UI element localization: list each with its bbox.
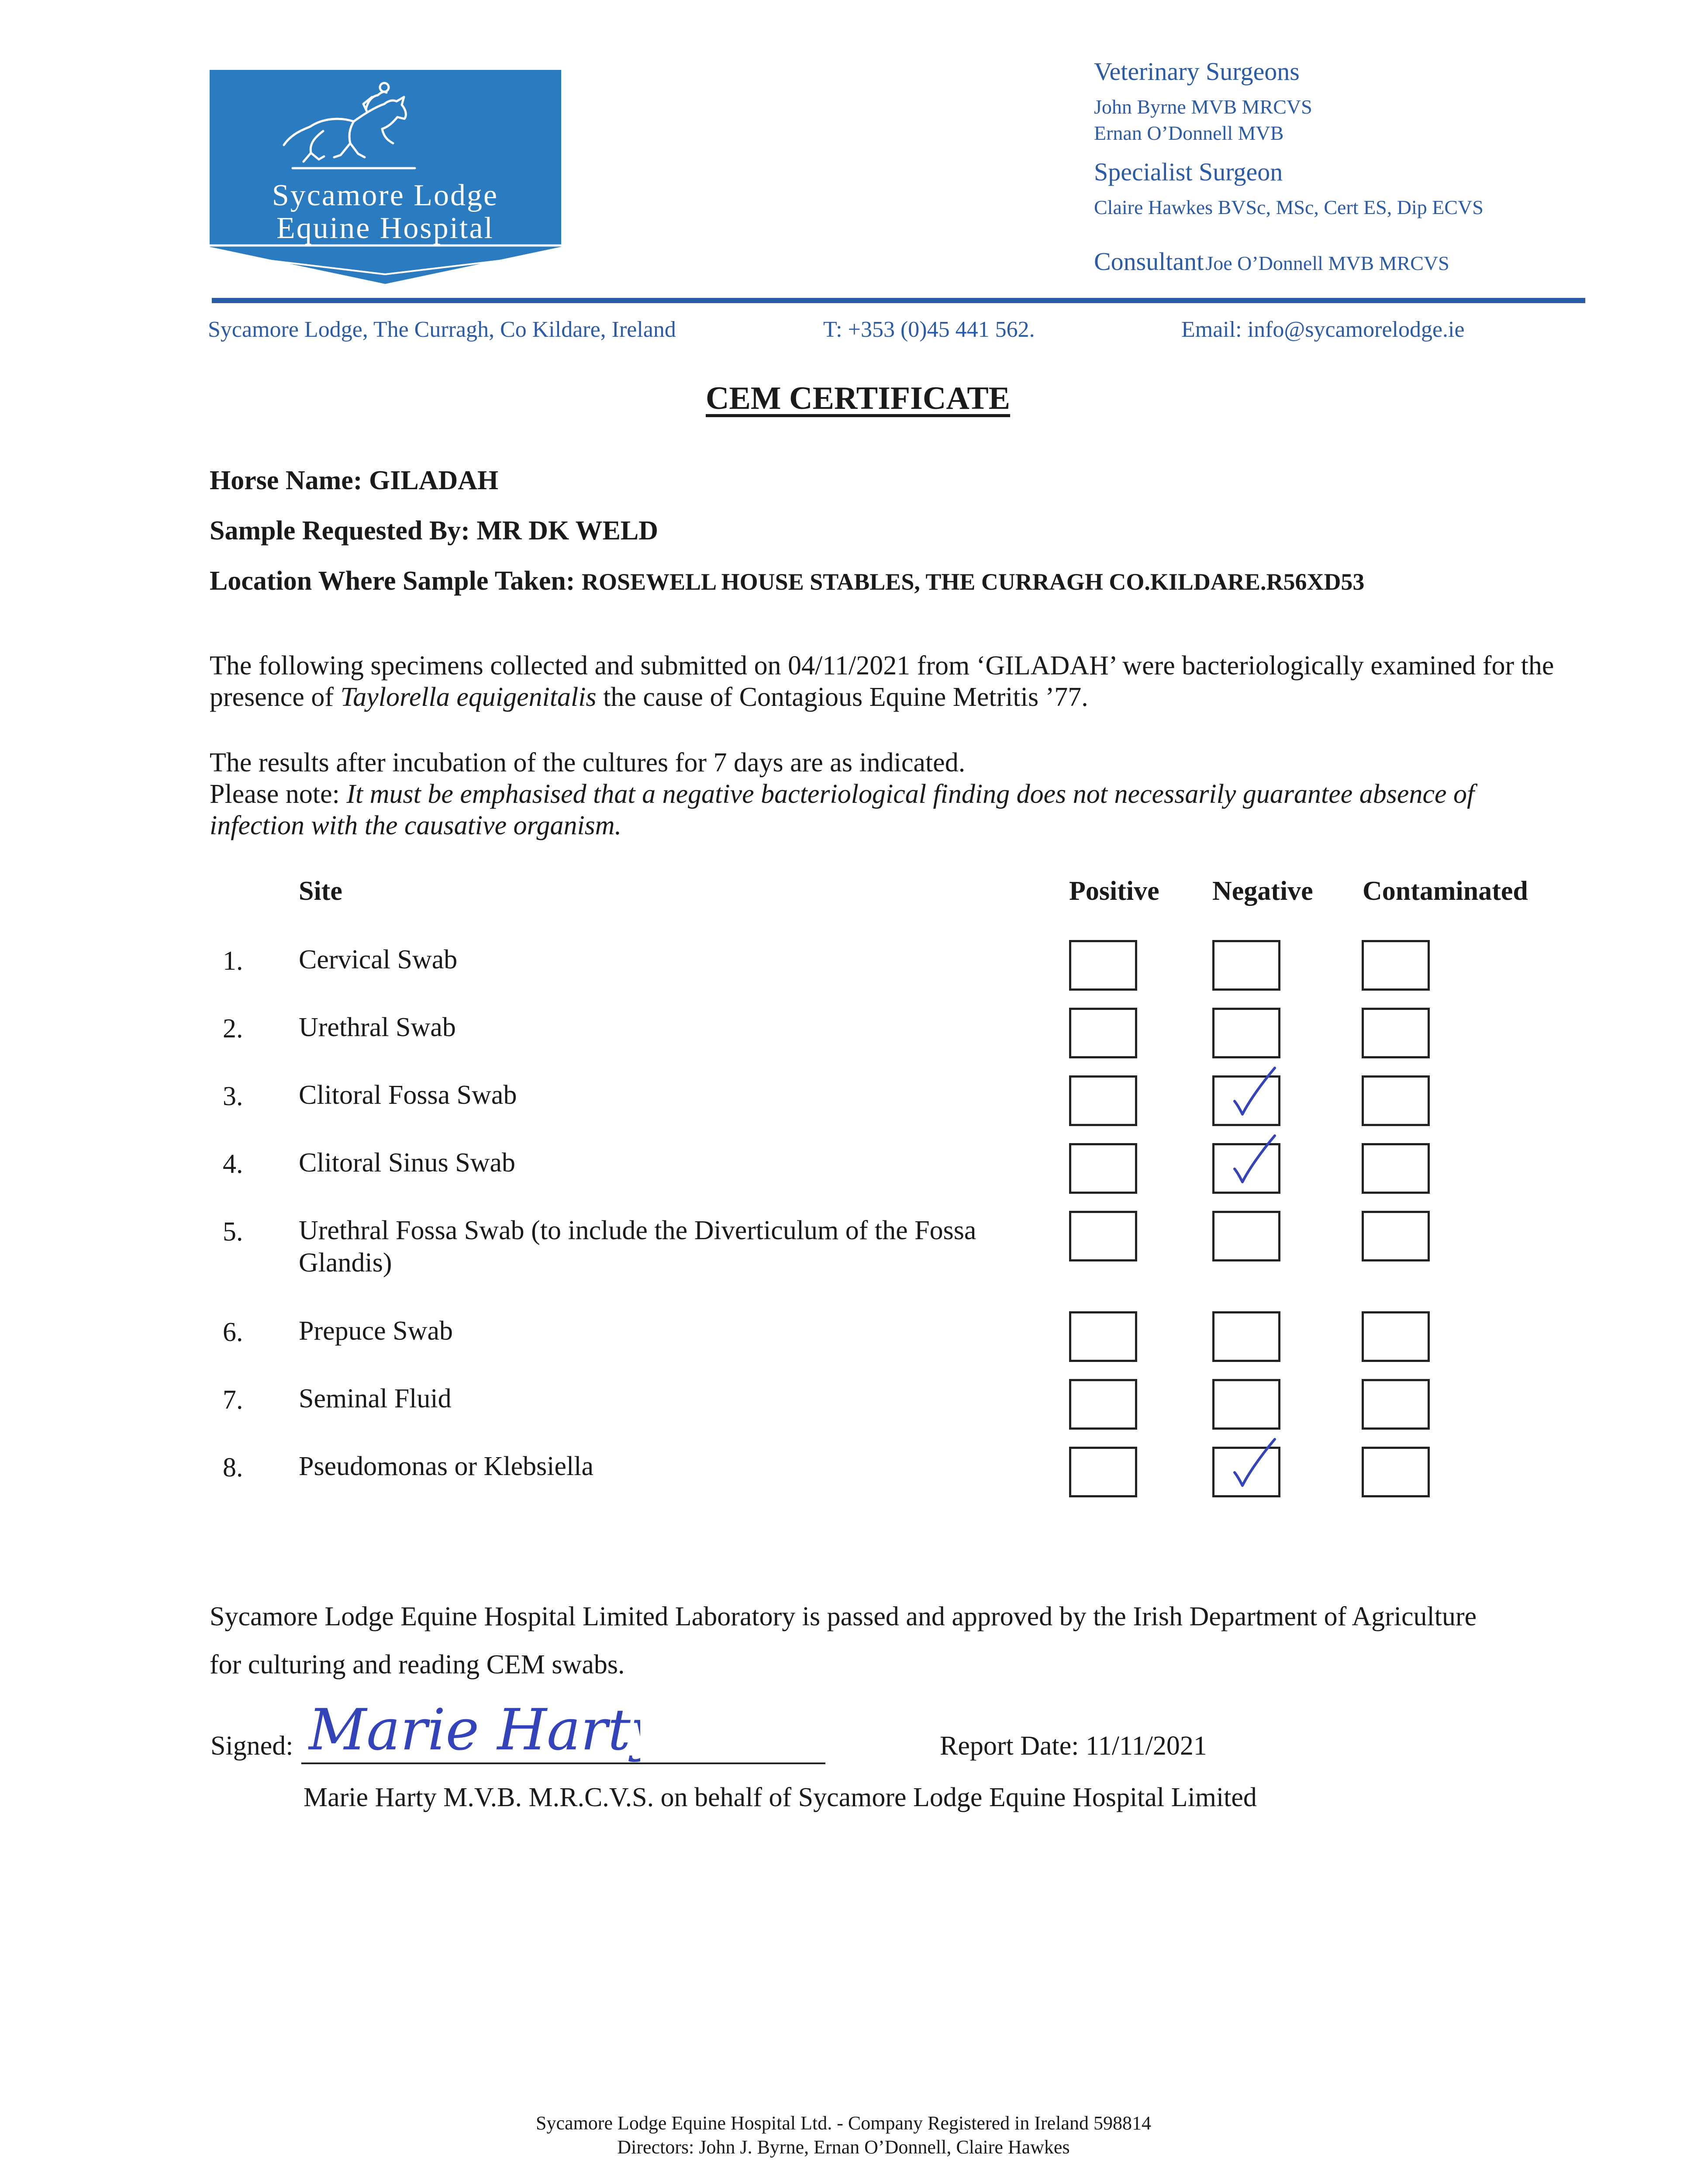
requested-by-value: MR DK WELD bbox=[476, 516, 659, 546]
signed-label: Signed: bbox=[210, 1731, 293, 1761]
consultant-heading: Consultant bbox=[1094, 247, 1204, 276]
positive-box[interactable] bbox=[1069, 1447, 1137, 1497]
row-site: Clitoral Fossa Swab bbox=[299, 1080, 517, 1110]
negative-box[interactable] bbox=[1212, 1379, 1280, 1430]
requested-by-label: Sample Requested By: bbox=[210, 516, 470, 546]
disclaimer bbox=[210, 778, 1563, 841]
logo-line-2: Equine Hospital bbox=[276, 211, 494, 245]
approval-line-1: Sycamore Lodge Equine Hospital Limited Laboratory is passed and approved by the Irish Department of Agriculture bbox=[210, 1602, 1477, 1631]
contaminated-box[interactable] bbox=[1362, 1447, 1430, 1497]
signature-line bbox=[301, 1762, 825, 1764]
header-contaminated: Contaminated bbox=[1363, 876, 1528, 906]
intro-text-b: the cause of Contagious Equine Metritis ’77. bbox=[596, 682, 1088, 712]
handwritten-signature bbox=[308, 1697, 640, 1767]
email: Email: info@sycamorelodge.ie bbox=[1181, 317, 1465, 342]
hospital-logo bbox=[210, 70, 561, 284]
contaminated-box[interactable] bbox=[1362, 1211, 1430, 1261]
logo-line-1: Sycamore Lodge bbox=[272, 179, 499, 212]
checkmark-icon bbox=[1217, 1063, 1278, 1124]
incubation-note: The results after incubation of the cultures for 7 days are as indicated. bbox=[210, 748, 966, 778]
row-number: 4. bbox=[223, 1149, 243, 1179]
header-divider bbox=[212, 298, 1585, 303]
signature bbox=[308, 1697, 640, 1769]
location-value: ROSEWELL HOUSE STABLES, THE CURRAGH CO.KILDARE.R56XD53 bbox=[582, 569, 1365, 595]
negative-box[interactable] bbox=[1212, 1143, 1280, 1194]
row-number: 5. bbox=[223, 1217, 243, 1247]
report-date: Report Date: 11/11/2021 bbox=[940, 1731, 1207, 1761]
vet-name-2: Ernan O’Donnell MVB bbox=[1094, 122, 1284, 144]
row-site: Pseudomonas or Klebsiella bbox=[299, 1451, 594, 1481]
contaminated-box[interactable] bbox=[1362, 940, 1430, 991]
positive-box[interactable] bbox=[1069, 1143, 1137, 1194]
checkmark-icon bbox=[1217, 1130, 1278, 1192]
row-site: Cervical Swab bbox=[299, 945, 458, 975]
signature-ink: Marie Harty bbox=[308, 1697, 640, 1763]
organism-name: Taylorella equigenitalis bbox=[340, 682, 597, 712]
contaminated-box[interactable] bbox=[1362, 1075, 1430, 1126]
disclaimer-label: Please note: bbox=[210, 779, 347, 809]
footer-company: Sycamore Lodge Equine Hospital Ltd. - Company Registered in Ireland 598814 bbox=[536, 2112, 1151, 2134]
specialist-heading: Specialist Surgeon bbox=[1094, 158, 1283, 186]
row-site: Urethral Fossa Swab (to include the Diverticulum of the Fossa Glandis) bbox=[299, 1216, 976, 1278]
row-site: Prepuce Swab bbox=[299, 1316, 453, 1346]
signatory: Marie Harty M.V.B. M.R.C.V.S. on behalf of Sycamore Lodge Equine Hospital Limited bbox=[304, 1783, 1257, 1812]
row-number: 1. bbox=[223, 946, 243, 976]
negative-box[interactable] bbox=[1212, 1311, 1280, 1362]
negative-box[interactable] bbox=[1212, 1447, 1280, 1497]
positive-box[interactable] bbox=[1069, 1311, 1137, 1362]
contaminated-box[interactable] bbox=[1362, 1311, 1430, 1362]
header-site: Site bbox=[299, 876, 342, 906]
phone: T: +353 (0)45 441 562. bbox=[823, 317, 1035, 342]
requested-by-field bbox=[210, 515, 658, 546]
horse-name-label: Horse Name: bbox=[210, 466, 362, 495]
location-label: Location Where Sample Taken: bbox=[210, 566, 575, 596]
horse-name-field bbox=[210, 465, 498, 496]
contaminated-box[interactable] bbox=[1362, 1008, 1430, 1058]
address: Sycamore Lodge, The Curragh, Co Kildare, Ireland bbox=[208, 317, 676, 342]
contaminated-box[interactable] bbox=[1362, 1379, 1430, 1430]
positive-box[interactable] bbox=[1069, 940, 1137, 991]
row-number: 3. bbox=[223, 1082, 243, 1111]
row-site: Urethral Swab bbox=[299, 1013, 456, 1042]
disclaimer-text: It must be emphasised that a negative bacteriological finding does not necessarily guarantee absence of infection with the causative organism. bbox=[210, 779, 1475, 840]
row-number: 8. bbox=[223, 1453, 243, 1482]
row-number: 7. bbox=[223, 1385, 243, 1415]
specialist-name: Claire Hawkes BVSc, MSc, Cert ES, Dip ECVS bbox=[1094, 196, 1483, 218]
checkmark-icon bbox=[1217, 1434, 1278, 1495]
row-number: 2. bbox=[223, 1014, 243, 1044]
location-field bbox=[210, 566, 1364, 597]
consultant-line bbox=[1094, 247, 1449, 276]
document-title: CEM CERTIFICATE bbox=[706, 380, 1011, 416]
header-negative: Negative bbox=[1212, 876, 1313, 906]
row-site: Clitoral Sinus Swab bbox=[299, 1148, 516, 1178]
approval-line-2: for culturing and reading CEM swabs. bbox=[210, 1650, 625, 1679]
intro-text-a: The following specimens collected and submitted on 04/11/2021 from ‘GILADAH’ were bacteriologically examined for the presence of bbox=[210, 651, 1554, 712]
contaminated-box[interactable] bbox=[1362, 1143, 1430, 1194]
negative-box[interactable] bbox=[1212, 1008, 1280, 1058]
footer-directors: Directors: John J. Byrne, Ernan O’Donnell, Claire Hawkes bbox=[617, 2136, 1070, 2158]
header-positive: Positive bbox=[1069, 876, 1159, 906]
intro-paragraph bbox=[210, 650, 1563, 713]
positive-box[interactable] bbox=[1069, 1008, 1137, 1058]
row-site: Seminal Fluid bbox=[299, 1384, 452, 1413]
negative-box[interactable] bbox=[1212, 1075, 1280, 1126]
horse-name-value: GILADAH bbox=[369, 466, 499, 495]
vet-heading: Veterinary Surgeons bbox=[1094, 57, 1300, 86]
positive-box[interactable] bbox=[1069, 1075, 1137, 1126]
consultant-name: Joe O’Donnell MVB MRCVS bbox=[1205, 252, 1449, 274]
negative-box[interactable] bbox=[1212, 1211, 1280, 1261]
logo-badge bbox=[210, 70, 561, 284]
negative-box[interactable] bbox=[1212, 940, 1280, 991]
row-number: 6. bbox=[223, 1317, 243, 1347]
vet-name-1: John Byrne MVB MRCVS bbox=[1094, 96, 1312, 118]
positive-box[interactable] bbox=[1069, 1379, 1137, 1430]
positive-box[interactable] bbox=[1069, 1211, 1137, 1261]
